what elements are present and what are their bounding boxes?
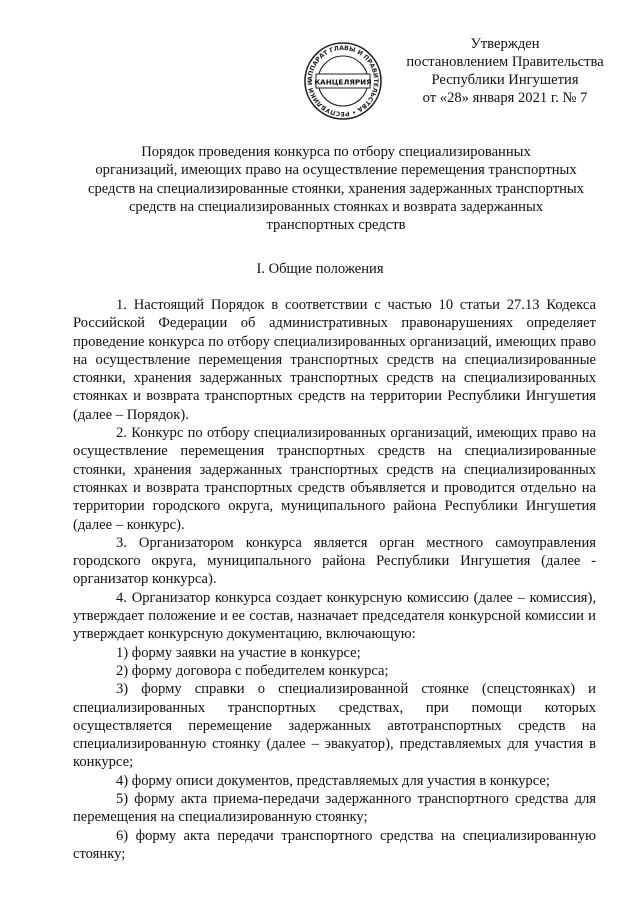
approval-line: Утвержден — [470, 36, 540, 52]
list-item: 3) форму справки о специализированной стоянке (спецстоянках) и специализированных транспортных средствах, при помощи которых осуществляется перемещение задержанных автотранспортных средств на специализированную стоянку (далее – эвакуатор), представляемых для участия в конкурсе; — [73, 681, 596, 771]
svg-text:КАНЦЕЛЯРИЯ: КАНЦЕЛЯРИЯ — [314, 77, 372, 87]
paragraph: 4. Организатор конкурса создает конкурсную комиссию (далее – комиссия), утверждает положение и ее состав, назначает председателя конкурсной комиссии и утверждает конкурсную документацию, включающую: — [73, 589, 596, 643]
approval-line: от «28» января 2021 г. № 7 — [422, 90, 588, 106]
title-line: транспортных средств — [266, 217, 406, 234]
list-item: 4) форму описи документов, представляемых для участия в конкурсе; — [116, 772, 550, 789]
office-stamp-seal — [302, 40, 384, 122]
title-line: организаций, имеющих право на осуществление перемещения транспортных — [95, 162, 577, 179]
list-item: 5) форму акта приема-передачи задержанного транспортного средства для перемещения на специализированную стоянку; — [73, 791, 596, 826]
list-item: 1) форму заявки на участие в конкурсе; — [116, 644, 361, 661]
document-title — [80, 143, 592, 234]
list-item: 2) форму договора с победителем конкурса; — [116, 662, 389, 679]
svg-text:АППАРАТ ГЛАВЫ И ПРАВИТЕЛЬСТВА: АППАРАТ ГЛАВЫ И ПРАВИТЕЛЬСТВА • РЕСПУБЛИКИ И — [306, 44, 380, 118]
paragraph: 2. Конкурс по отбору специализированных организаций, имеющих право на осуществление перемещения транспортных средств на специализированные стоянки, хранения задержанных транспортных средств на специализированных стоянках и возврата транспортных средств объявляется и проводится отдельно на территории городского округа, муниципального района Республики Ингушетия (далее – конкурс). — [73, 425, 596, 533]
document-body — [73, 296, 596, 863]
approval-line: постановлением Правительства — [406, 54, 604, 70]
section-heading: I. Общие положения — [256, 261, 384, 277]
approval-line: Республики Ингушетия — [431, 72, 579, 88]
title-line: средств на специализированных стоянках и возврата задержанных — [128, 198, 544, 215]
paragraph: 1. Настоящий Порядок в соответствии с частью 10 статьи 27.13 Кодекса Российской Федерации об административных правонарушениях определяет проведение конкурса по отбору специализированных организаций, имеющих право на осуществление перемещения транспортных средств на специализированные стоянки, хранения задержанных транспортных средств на специализированных стоянках и возврата транспортных средств на территории Республики Ингушетия (далее – Порядок). — [73, 297, 596, 423]
title-line: средств на специализированные стоянки, хранения задержанных транспортных — [87, 180, 585, 197]
list-item: 6) форму акта передачи транспортного средства на специализированную стоянку; — [73, 827, 596, 862]
paragraph: 3. Организатором конкурса является орган местного самоуправления городского округа, муниципального района Республики Ингушетия (далее - организатор конкурса). — [73, 534, 596, 588]
title-line: Порядок проведения конкурса по отбору специализированных — [141, 144, 531, 160]
approval-block — [390, 35, 620, 107]
